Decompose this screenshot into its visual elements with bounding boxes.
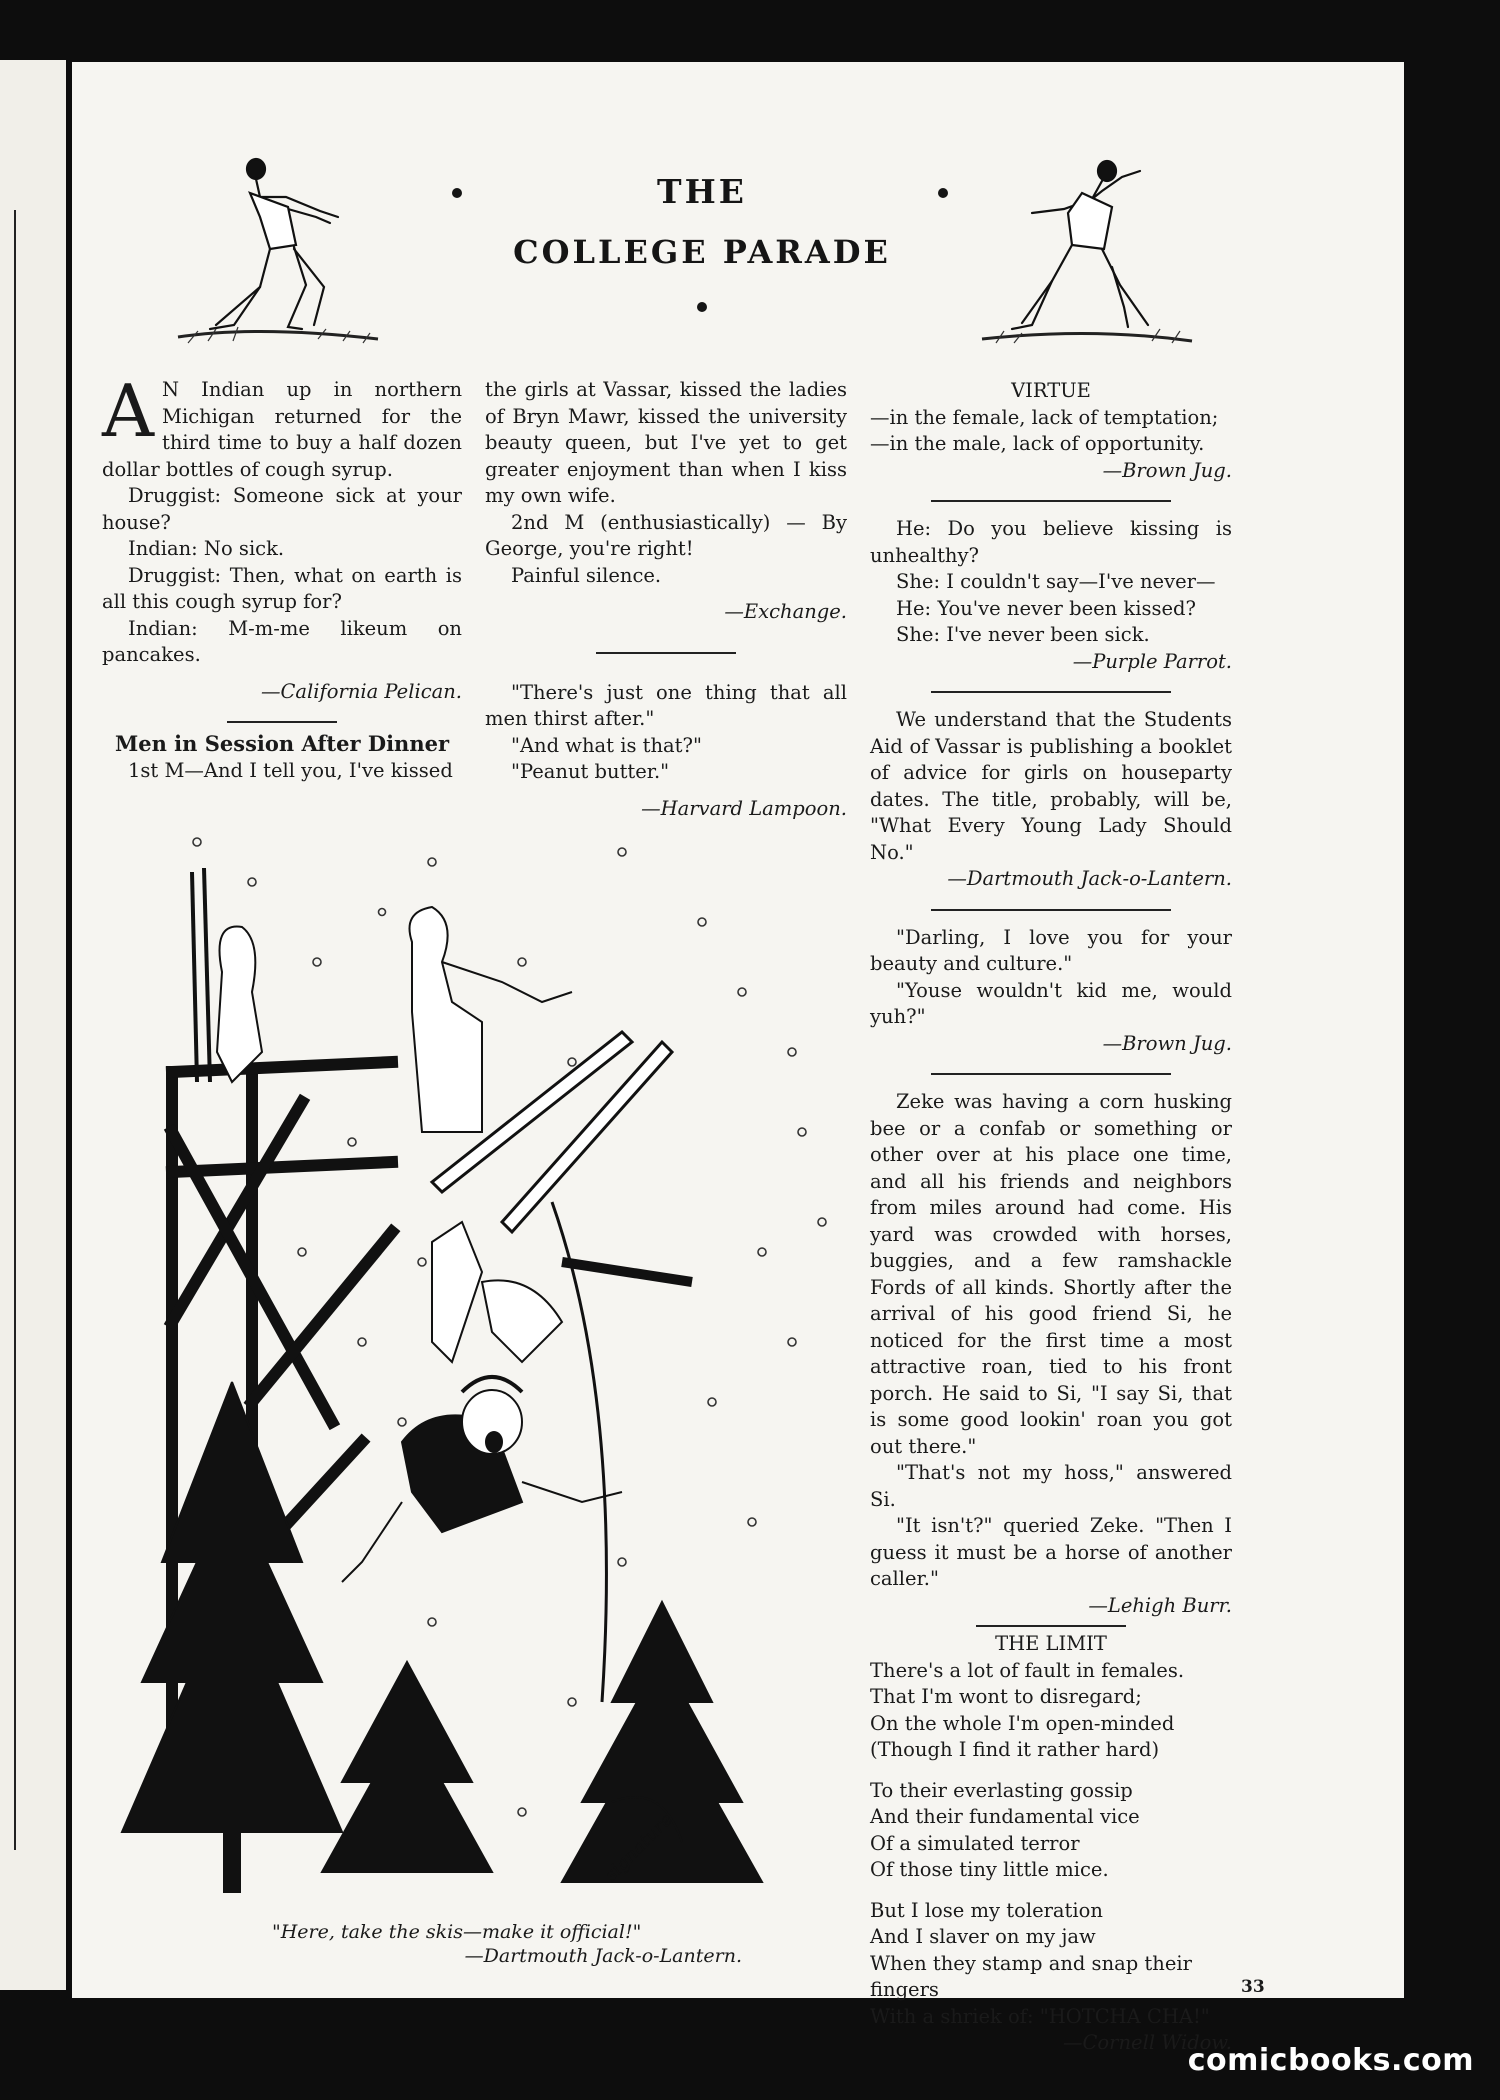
story-line: —in the female, lack of temptation;	[870, 405, 1219, 429]
source-credit: —Exchange.	[724, 600, 847, 623]
story-line: He: You've never been kissed?	[896, 596, 1196, 620]
bullet-ornament	[452, 188, 462, 198]
separator-rule	[931, 1073, 1171, 1075]
story-indian: A N Indian up in northern Michigan returned for the third time to buy a half dozen dollar bottles of cough syrup.	[102, 369, 462, 481]
caption-text: "Here, take the skis—make it official!"	[272, 1921, 642, 1943]
poem-line: (Though I find it rather hard)	[870, 1738, 1160, 1761]
poem-line: There's a lot of fault in females.	[870, 1658, 1185, 1682]
watermark: comicbooks.com	[1187, 2043, 1474, 2078]
source-credit: —Cornell Widow.	[1063, 2031, 1232, 2054]
story-line: —in the male, lack of opportunity.	[870, 432, 1205, 455]
magazine-page	[72, 62, 1404, 2054]
story-line: Indian: No sick.	[128, 537, 285, 560]
page-number: 33	[1241, 1977, 1265, 1997]
story-line: "Youse wouldn't kid me, would yuh?"	[870, 978, 1232, 1028]
column-right	[870, 378, 1232, 2057]
title-the: THE	[452, 172, 952, 211]
story-line: Druggist: Someone sick at your house?	[102, 484, 462, 534]
source-credit: —Dartmouth Jack-o-Lantern.	[947, 867, 1232, 890]
separator-rule	[931, 500, 1171, 502]
source-credit: —Brown Jug.	[1102, 1031, 1232, 1055]
poem-line: Of those tiny little mice.	[870, 1858, 1109, 1881]
separator-rule	[931, 691, 1171, 693]
caption-source: —Dartmouth Jack-o-Lantern.	[464, 1945, 742, 1967]
story-line: Zeke was having a corn husking bee or a confab or something or other over at his place one time, and all his friends and neighbors from miles around had come. His yard was crowded with horses, buggies, and a few ramshackle Fords of all kinds. Shortly after the arrival of his good friend Si, he noticed for the first time a most attractive roan, tied to his front porch. He said to Si, "I say Si, that is some good lookin' roan you got out there."	[870, 1090, 1232, 1458]
separator-rule	[976, 1625, 1126, 1627]
bullet-ornament	[697, 302, 707, 312]
column-left	[102, 369, 462, 784]
story-line: "It isn't?" queried Zeke. "Then I guess it must be a horse of another caller."	[870, 1514, 1232, 1590]
previous-page-edge	[0, 60, 66, 1990]
source-credit: —Harvard Lampoon.	[641, 796, 847, 820]
story-line: We understand that the Students Aid of Vassar is publishing a booklet of advice for girls on houseparty dates. The title, probably, will be, "What Every Young Lady Should No."	[870, 708, 1232, 864]
svg-text:signature: signature	[600, 1809, 678, 1886]
story-line: "Darling, I love you for your beauty and culture."	[870, 925, 1232, 975]
story-line: He: Do you believe kissing is unhealthy?	[870, 517, 1232, 567]
bullet-ornament	[938, 188, 948, 198]
drop-cap: A	[102, 369, 154, 453]
poem-line: And I slaver on my jaw	[870, 1925, 1096, 1948]
story-line: 1st M—And I tell you, I've kissed	[128, 758, 453, 782]
poem-line: To their everlasting gossip	[870, 1778, 1133, 1802]
source-credit: —Lehigh Burr.	[1088, 1593, 1232, 1617]
source-credit: —Brown Jug.	[1102, 458, 1232, 482]
source-credit: —California Pelican.	[261, 679, 462, 703]
poem-the-limit	[870, 1658, 1232, 2031]
poem-line: With a shriek of: "HOTCHA CHA!"	[870, 2004, 1210, 2028]
source-credit: —Purple Parrot.	[1072, 649, 1232, 673]
story-line: She: I've never been sick.	[896, 623, 1150, 646]
poem-line: Of a simulated terror	[870, 1831, 1080, 1855]
poem-line: That I'm wont to disregard;	[870, 1685, 1142, 1708]
poem-line: And their fundamental vice	[870, 1805, 1140, 1828]
story-line: the girls at Vassar, kissed the ladies of Bryn Mawr, kissed the university beauty queen, but I've yet to get greater enjoyment than when I kiss my own wife.	[485, 378, 847, 507]
story-heading: Men in Session After Dinner	[114, 731, 450, 756]
story-line: 2nd M (enthusiastically) — By George, you're right!	[485, 510, 847, 560]
poem-line: On the whole I'm open-minded	[870, 1711, 1175, 1735]
separator-rule	[931, 909, 1171, 911]
story-line: Druggist: Then, what on earth is all this cough syrup for?	[102, 563, 462, 613]
story-line: Indian: M-m-me likeum on pancakes.	[102, 616, 462, 666]
poem-line: When they stamp and snap their fingers	[870, 1951, 1192, 2001]
story-line: She: I couldn't say—I've never—	[896, 570, 1216, 593]
column-middle	[485, 377, 847, 822]
story-line: "Peanut butter."	[511, 760, 670, 783]
separator-rule	[227, 721, 337, 723]
story-line: "That's not my hoss," answered Si.	[870, 1461, 1232, 1511]
story-line: "There's just one thing that all men thirst after."	[485, 680, 847, 730]
previous-page-rule	[0, 210, 16, 1850]
story-line: "And what is that?"	[511, 733, 702, 757]
dancer-illustration-left	[138, 157, 408, 357]
poem-line: But I lose my toleration	[870, 1898, 1103, 1922]
separator-rule	[596, 652, 736, 654]
ski-cartoon-illustration	[102, 802, 862, 1912]
section-title	[452, 172, 952, 316]
cartoon-caption	[222, 1920, 742, 1968]
dancer-illustration-right	[952, 157, 1222, 357]
title-college-parade: COLLEGE PARADE	[513, 233, 891, 271]
story-line: Painful silence.	[511, 563, 662, 587]
limit-heading: THE LIMIT	[995, 1632, 1107, 1655]
virtue-heading: VIRTUE	[1011, 379, 1091, 402]
